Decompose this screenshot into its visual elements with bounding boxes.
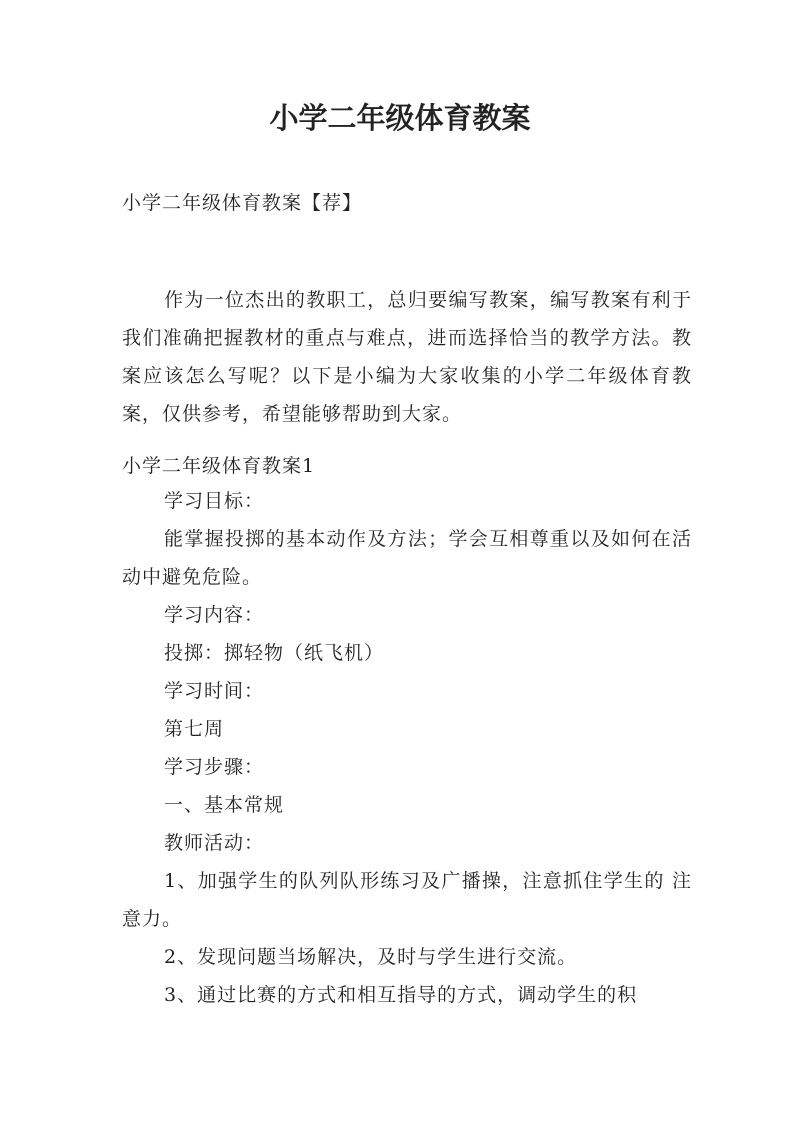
section-heading: 小学二年级体育教案1: [122, 455, 316, 477]
paragraph-learning-goal-label: 学习目标：: [164, 490, 265, 512]
paragraph-learning-content: 投掷：掷轻物（纸飞机）: [164, 642, 385, 664]
paragraph-basic-routine: 一、基本常规: [164, 794, 285, 816]
paragraph-learning-time-label: 学习时间：: [164, 680, 265, 702]
paragraph-learning-content-label: 学习内容：: [164, 604, 265, 626]
paragraph-learning-time: 第七周: [164, 718, 225, 740]
paragraph-learning-goal: 能掌握投掷的基本动作及方法；学会互相尊重以及如何在活动中避免危险。: [122, 528, 692, 588]
paragraph-step-2: 2、发现问题当场解决，及时与学生进行交流。: [164, 946, 578, 968]
intro-paragraph: 作为一位杰出的教职工，总归要编写教案，编写教案有利于我们准确把握教材的重点与难点，进而选择恰当的教学方法。教案应该怎么写呢？以下是小编为大家收集的小学二年级体育教案，仅供参考，希望能够帮助到大家。: [122, 289, 692, 425]
paragraph-step-1: 1、加强学生的队列队形练习及广播操，注意抓住学生的 注意力。: [122, 870, 692, 930]
lesson-plan-section: [122, 452, 692, 1014]
document-title: 小学二年级体育教案: [269, 101, 531, 135]
paragraph-learning-steps-label: 学习步骤：: [164, 756, 265, 778]
paragraph-step-3: 3、通过比赛的方式和相互指导的方式，调动学生的积: [164, 984, 638, 1006]
document-subtitle: 小学二年级体育教案【荐】: [122, 192, 363, 214]
paragraph-teacher-activity-label: 教师活动：: [164, 832, 265, 854]
